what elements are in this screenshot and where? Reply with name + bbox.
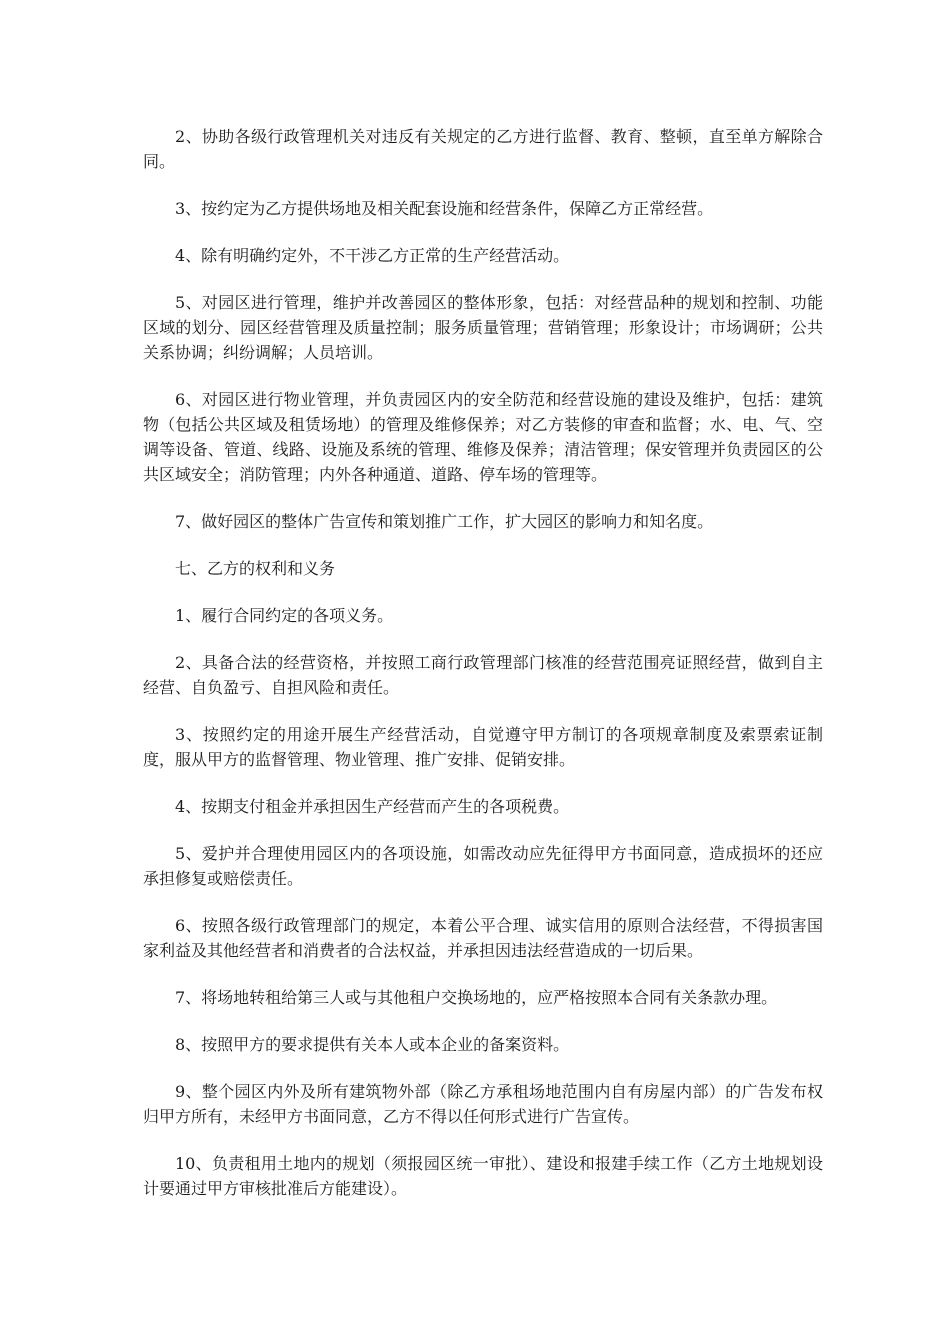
paragraph-obligation-3: 3、按约定为乙方提供场地及相关配套设施和经营条件，保障乙方正常经营。 bbox=[175, 199, 714, 218]
section-heading: 七、乙方的权利和义务 bbox=[175, 559, 336, 578]
paragraph-obligation-4: 4、除有明确约定外，不干涉乙方正常的生产经营活动。 bbox=[175, 246, 570, 265]
paragraph-party-b-2: 2、具备合法的经营资格，并按照工商行政管理部门核准的经营范围亮证照经营，做到自主经营、自负盈亏、自担风险和责任。 bbox=[143, 653, 823, 697]
paragraph-obligation-5: 5、对园区进行管理，维护并改善园区的整体形象，包括：对经营品种的规划和控制、功能区域的划分、园区经营管理及质量控制；服务质量管理；营销管理；形象设计；市场调研；公共关系协调；纠纷调解；人员培训。 bbox=[143, 293, 823, 362]
paragraph-obligation-7: 7、做好园区的整体广告宣传和策划推广工作，扩大园区的影响力和知名度。 bbox=[175, 512, 714, 531]
paragraph-party-b-8: 8、按照甲方的要求提供有关本人或本企业的备案资料。 bbox=[175, 1035, 570, 1054]
paragraph-party-b-7: 7、将场地转租给第三人或与其他租户交换场地的，应严格按照本合同有关条款办理。 bbox=[175, 988, 778, 1007]
paragraph-party-b-10: 10、负责租用土地内的规划（须报园区统一审批）、建设和报建手续工作（乙方土地规划设计要通过甲方审核批准后方能建设）。 bbox=[143, 1154, 823, 1198]
paragraph-obligation-6: 6、对园区进行物业管理，并负责园区内的安全防范和经营设施的建设及维护，包括：建筑物（包括公共区域及租赁场地）的管理及维修保养；对乙方装修的审查和监督；水、电、气、空调等设备、管道、线路、设施及系统的管理、维修及保养；清洁管理；保安管理并负责园区的公共区域安全；消防管理；内外各种通道、道路、停车场的管理等。 bbox=[143, 390, 823, 484]
document-body bbox=[143, 124, 823, 1223]
paragraph-party-b-4: 4、按期支付租金并承担因生产经营而产生的各项税费。 bbox=[175, 797, 570, 816]
paragraph-party-b-5: 5、爱护并合理使用园区内的各项设施，如需改动应先征得甲方书面同意，造成损坏的还应承担修复或赔偿责任。 bbox=[143, 844, 823, 888]
paragraph-party-b-1: 1、履行合同约定的各项义务。 bbox=[175, 606, 394, 625]
paragraph-obligation-2: 2、协助各级行政管理机关对违反有关规定的乙方进行监督、教育、整顿，直至单方解除合同。 bbox=[143, 127, 823, 171]
paragraph-party-b-6: 6、按照各级行政管理部门的规定，本着公平合理、诚实信用的原则合法经营，不得损害国家利益及其他经营者和消费者的合法权益，并承担因违法经营造成的一切后果。 bbox=[143, 916, 823, 960]
paragraph-party-b-9: 9、整个园区内外及所有建筑物外部（除乙方承租场地范围内自有房屋内部）的广告发布权归甲方所有，未经甲方书面同意，乙方不得以任何形式进行广告宣传。 bbox=[143, 1082, 823, 1126]
paragraph-party-b-3: 3、按照约定的用途开展生产经营活动，自觉遵守甲方制订的各项规章制度及索票索证制度，服从甲方的监督管理、物业管理、推广安排、促销安排。 bbox=[143, 725, 823, 769]
